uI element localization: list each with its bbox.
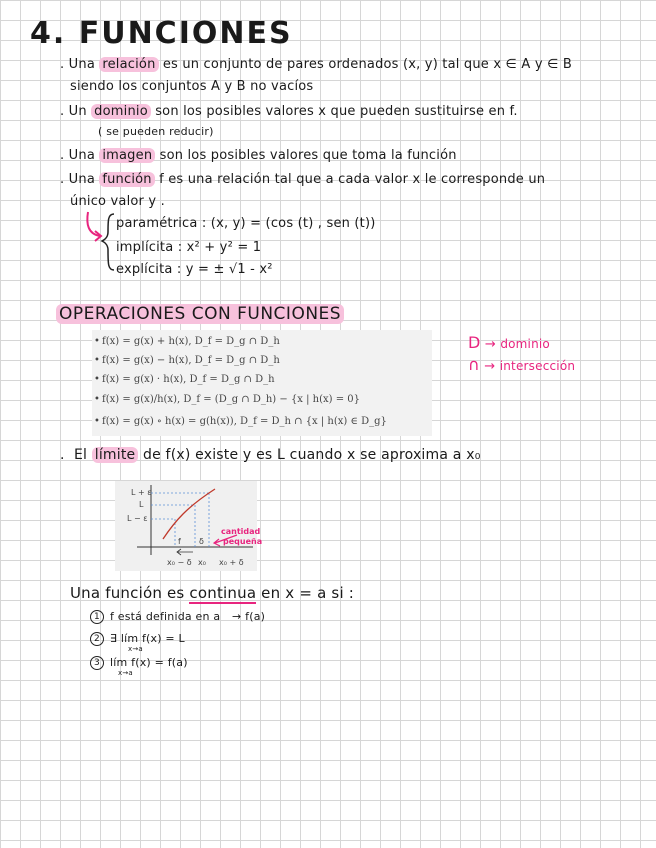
annotation-cantidad: cantidad (221, 527, 261, 536)
legend-symbol-d: D (468, 333, 481, 352)
form-explicita: explícita : y = ± √1 - x² (116, 262, 273, 277)
condition-note: f(a) (245, 610, 266, 623)
condition-2 (90, 632, 185, 646)
relacion-post: es un conjunto de pares ordenados (x, y) tal que x ∈ A y ∈ B (158, 57, 573, 72)
continuity-pre: Una función es (70, 584, 190, 602)
funcion-term: función (99, 172, 154, 187)
page-title: 4. FUNCIONES (30, 16, 293, 51)
formula-product: • f(x) = g(x) · h(x), D_f = D_g ∩ D_h (102, 374, 275, 385)
relacion-term: relación (99, 57, 158, 72)
condition-text: f está definida en a (110, 610, 221, 623)
dominio-line2: ( se pueden reducir) (98, 125, 214, 138)
limit-post: de f(x) existe y es L cuando x se aproxima a x₀ (138, 447, 481, 463)
bullet-relacion: . Una relación es un conjunto de pares ordenados (x, y) tal que x ∈ A y ∈ B (60, 57, 573, 72)
legend-meaning-interseccion: intersección (499, 359, 576, 373)
arrow-right-icon: → (484, 337, 496, 352)
imagen-post: son los posibles valores que toma la función (155, 148, 457, 163)
condition-text: lím f(x) = f(a) (110, 656, 188, 669)
delta-arrow (177, 549, 193, 555)
formula-sum: • f(x) = g(x) + h(x), D_f = D_g ∩ D_h (102, 336, 280, 347)
x-label-x0: x₀ (198, 558, 206, 567)
y-label-l-plus: L + ε (131, 488, 152, 497)
funcion-post: f es una relación tal que a cada valor x le corresponde un (154, 172, 546, 187)
imagen-term: imagen (99, 148, 155, 163)
x-label-x0-plus: x₀ + δ (219, 558, 244, 567)
form-implicita: implícita : x² + y² = 1 (116, 240, 262, 255)
legend-interseccion (468, 355, 575, 374)
bullet-funcion: . Una función f es una relación tal que a cada valor x le corresponde un (60, 172, 546, 187)
limit-pre: El (73, 447, 92, 463)
y-label-l-minus: L − ε (127, 514, 148, 523)
legend-symbol-cap: ∩ (468, 355, 480, 374)
form-parametrica: paramétrica : (x, y) = (cos (t) , sen (t)) (116, 216, 376, 231)
condition-number: 1 (90, 610, 104, 624)
formula-difference: • f(x) = g(x) − h(x), D_f = D_g ∩ D_h (102, 355, 280, 366)
small-label-delta: δ (199, 537, 204, 546)
formula-composition: • f(x) = g(x) ∘ h(x) = g(h(x)), D_f = D_h ∩ {x | h(x) ∈ D_g} (102, 416, 387, 427)
dominio-term: dominio (91, 104, 151, 119)
limit-graph (115, 481, 263, 571)
continuity-term: continua (189, 584, 257, 602)
function-curve (163, 489, 215, 539)
formula-quotient: • f(x) = g(x)/h(x), D_f = (D_g ∩ D_h) − {x | h(x) = 0} (102, 394, 360, 405)
dominio-pre: Un (68, 104, 92, 119)
continuity-post: en x = a si : (256, 584, 355, 602)
funcion-pre: Una (68, 172, 100, 187)
limit-sentence: . El límite de f(x) existe y es L cuando x se aproxima a x₀ (60, 447, 481, 463)
condition-text: ∃ lím f(x) = L (110, 632, 185, 645)
imagen-pre: Una (68, 148, 100, 163)
bullet-imagen: . Una imagen son los posibles valores que toma la función (60, 148, 457, 163)
arrow-right-icon: → (484, 359, 496, 374)
bullet-dominio: . Un dominio son los posibles valores x que pueden sustituirse en f. (60, 104, 518, 119)
x-label-x0-minus: x₀ − δ (167, 558, 192, 567)
dominio-post: son los posibles valores x que pueden sustituirse en f. (150, 104, 518, 119)
limit-term: límite (92, 447, 139, 463)
relacion-line2: siendo los conjuntos A y B no vacíos (70, 79, 314, 94)
condition-1 (90, 610, 265, 624)
y-label-l: L (139, 500, 144, 509)
annotation-pequena: pequeña (223, 537, 263, 546)
condition-2-sub: x→a (128, 645, 143, 653)
condition-3-sub: x→a (118, 669, 133, 677)
condition-3 (90, 656, 188, 670)
arrow-right-icon: → (232, 610, 242, 623)
relacion-pre: Una (68, 57, 100, 72)
condition-number: 2 (90, 632, 104, 646)
funcion-line2: único valor y . (70, 194, 165, 209)
legend-meaning-dominio: dominio (500, 337, 550, 351)
legend-dominio (468, 333, 550, 352)
small-label-f: f (178, 537, 181, 546)
operations-heading: OPERACIONES CON FUNCIONES (56, 304, 344, 324)
formulas-box (92, 330, 432, 436)
continuity-sentence (70, 584, 354, 602)
condition-number: 3 (90, 656, 104, 670)
